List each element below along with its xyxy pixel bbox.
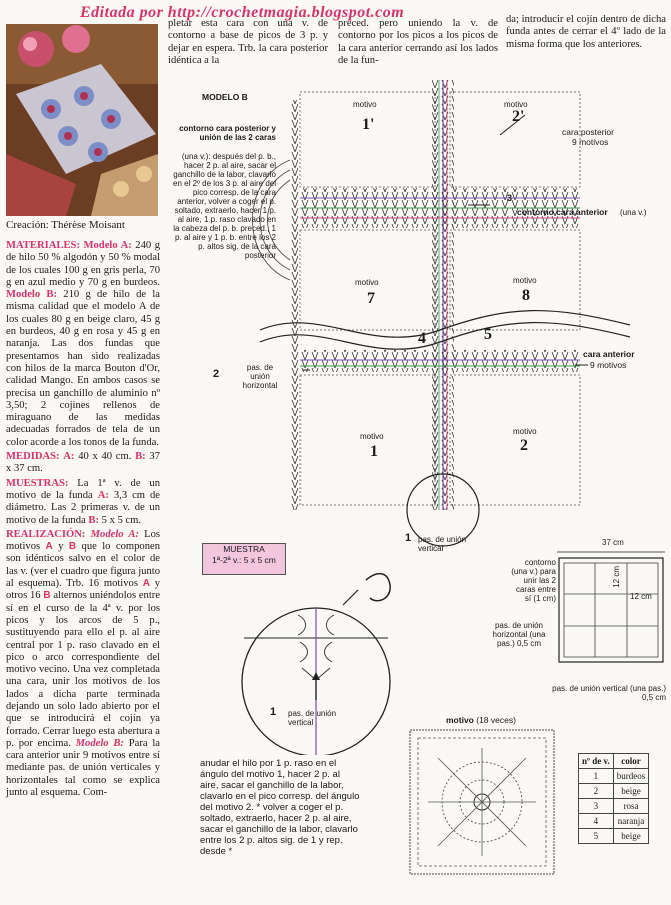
table-row: 4 naranja [579,814,649,829]
dim-12cm-b: 12 cm [630,592,652,601]
motivo-7-number: 7 [367,290,375,307]
text-column-4: da; introducir el cojín dentro de dicha funda antes de cerrar el 4º lado de la misma forma que los anteriores. [506,14,666,50]
header-color: color [613,754,649,769]
dim-37cm: 37 cm [602,538,624,547]
motivo-7-label: motivo [355,278,379,287]
modelo-b-label: MODELO B [202,92,248,102]
table-row: 2 beige [579,784,649,799]
materiales-a: MATERIALES: Modelo A: 240 g de hilo 50 % algodón y 50 % modal de los cuales 100 g en gris perla, 70 g en azul medio y 70 g en burdeos. Modelo B: 210 g de hilo de la misma calidad que el modelo A de los cuales 80 g en beige claro, 45 g en burdeos, 40 g en rosa y 45 g en naranja. Las dos fundas que presentamos han sido realizadas con hilos de la marca Bouton d'Or, calidad Mango. En ambos casos se precisa un ganchillo de aluminio nº 3,50; 2 cojines rellenos de miraguano de las medidas adecuadas forrados de tela de un color acorde a los tonos de la funda. [6,240,161,448]
text-column-3: preced. pero uniendo la v. de contorno por los picos a los picos de la cara anterior cerrando así los lados de la fun- [338,18,498,66]
motivo-2p-label: motivo [504,100,528,109]
cushion-photo-art [6,24,158,216]
cara-anterior-count: 9 motivos [590,360,627,370]
header-rounds: nº de v. [579,754,614,769]
motivo-4-number: 4 [418,330,426,347]
contorno-una-v: (una v.) [620,208,647,217]
zoom-pas-label: pas. de unión vertical [288,709,337,727]
modelo-b-diagram [160,80,671,550]
realizacion: REALIZACIÓN: Modelo A: Los motivos A y B que lo componen son idénticos salvo en el color de las v. (ver el cuadro que figura junto al esquema). Trb. 16 motivos A y otros 16 B alternos uniéndolos entre sí en el curso de la 4ª v. por los picos y los arcos de 5 p., sustituyendo para ello el p. al aire central por 1 p. raso clavado en el pico o arco correspondiente del motivo vecino. Una vez completada una cara, unir los motivos de los lados a dicha parte terminada dejando un solo lado abierto por el que se introducirá el cojín ya forrado. Cerrar luego esta abertura a p. por encima. Modelo B: Para la cara anterior unir 9 motivos entre sí mediante pas. de unión verticales y horizontales tal como se explica junto al esquema. Com- [6,528,161,799]
contorno-desc: (una v.): después del p. b., hacer 2 p. al aire, sacar el ganchillo de la labor, clavarlo en el 2º de los 3 p. al aire del pico corresp. de la cara anterior, volver a coger el p. soltado, extraerlo, hacer 1 p. al aire, 1 p. raso clavado en la cabeza del p. b. preced., 1 p. al aire y 1 p. b. entre los 2 p. altos sig. de la cara posterior [173,152,276,260]
color-table [578,753,649,844]
watermark: Editada por http://crochetmagia.blogspot.com [80,4,405,21]
cushion-photo [6,24,158,216]
cara-posterior-count: 9 motivos [572,137,609,147]
schematic-square [555,546,667,666]
table-row: 3 rosa [579,799,649,814]
motivo-1-label: motivo [360,432,384,441]
anudar-instructions: anudar el hilo por 1 p. raso en el ángulo del motivo 1, hacer 2 p. al aire, sacar el ganchillo de la labor, clavarlo en el pico corresp. del ángulo del motivo 2. * volver a coger el p. soltado, extraerlo, hacer 2 p. al aire, sacar el ganchillo de la labor, clavarlo entre los 2 p. altos sig. de 1 y rep. desde * [200,758,360,857]
motivo-8-label: motivo [513,276,537,285]
circle-3: 3 [507,193,513,203]
circle-1: 1 [405,532,412,544]
medidas: MEDIDAS: A: 40 x 40 cm. B: 37 x 37 cm. [6,451,161,475]
dim-12cm-a: 12 cm [612,566,621,588]
motivo-veces-label: motivo (18 veces) [446,715,516,725]
circle-2: 2 [213,368,220,380]
color-table-header [579,754,649,769]
credit: Creación: Thérèse Moisant [6,219,125,231]
motif-chart [408,728,556,876]
motivo-8-number: 8 [522,287,530,304]
motivo-2-label: motivo [513,427,537,436]
muestras: MUESTRAS: La 1ª v. de un motivo de la funda A: 3,3 cm de diámetro. Las 2 primeras v. de un motivo de la funda B: 5 x 5 cm. [6,477,161,526]
scheme-horizontal-label: pas. de unión horizontal (una pas.) 0,5 cm [492,621,546,648]
muestra-sub: 1ª-2ª v.: 5 x 5 cm [212,555,276,565]
pas-union-horizontal-label: pas. de unión horizontal [242,363,278,390]
motivo-1p-label: motivo [353,100,377,109]
motivo-5-number: 5 [484,326,492,343]
text-column-2: pletar esta cara con una v. de contorno a base de picos de 3 p. y dejar en espera. Trb. la cara posterior idéntica a la [168,18,328,66]
muestra-title: MUESTRA [223,544,265,554]
table-row: 1 burdeos [579,769,649,784]
motivo-1-number: 1 [370,443,378,460]
pas-union-vertical-label: pas. de unión vertical [418,535,467,553]
contorno-cara-anterior-label: contorno cara anterior [517,207,608,217]
left-column [6,240,160,801]
motivo-1p-number: 1' [362,116,375,133]
zoom-circle-1: 1 [270,706,277,718]
scheme-contorno-label: contorno (una v.) para unir las 2 caras entre sí (1 cm) [511,558,556,603]
scheme-vertical-label: pas. de unión vertical (una pas.) 0,5 cm [552,684,666,702]
cara-posterior-label: cara posterior [562,127,614,137]
table-row: 5 beige [579,829,649,844]
motivo-2p-number: 2' [512,108,525,125]
contorno-title: contorno cara posterior y unión de las 2 caras [179,124,276,142]
cara-anterior-label: cara anterior [583,349,635,359]
motivo-2-number: 2 [520,437,528,454]
